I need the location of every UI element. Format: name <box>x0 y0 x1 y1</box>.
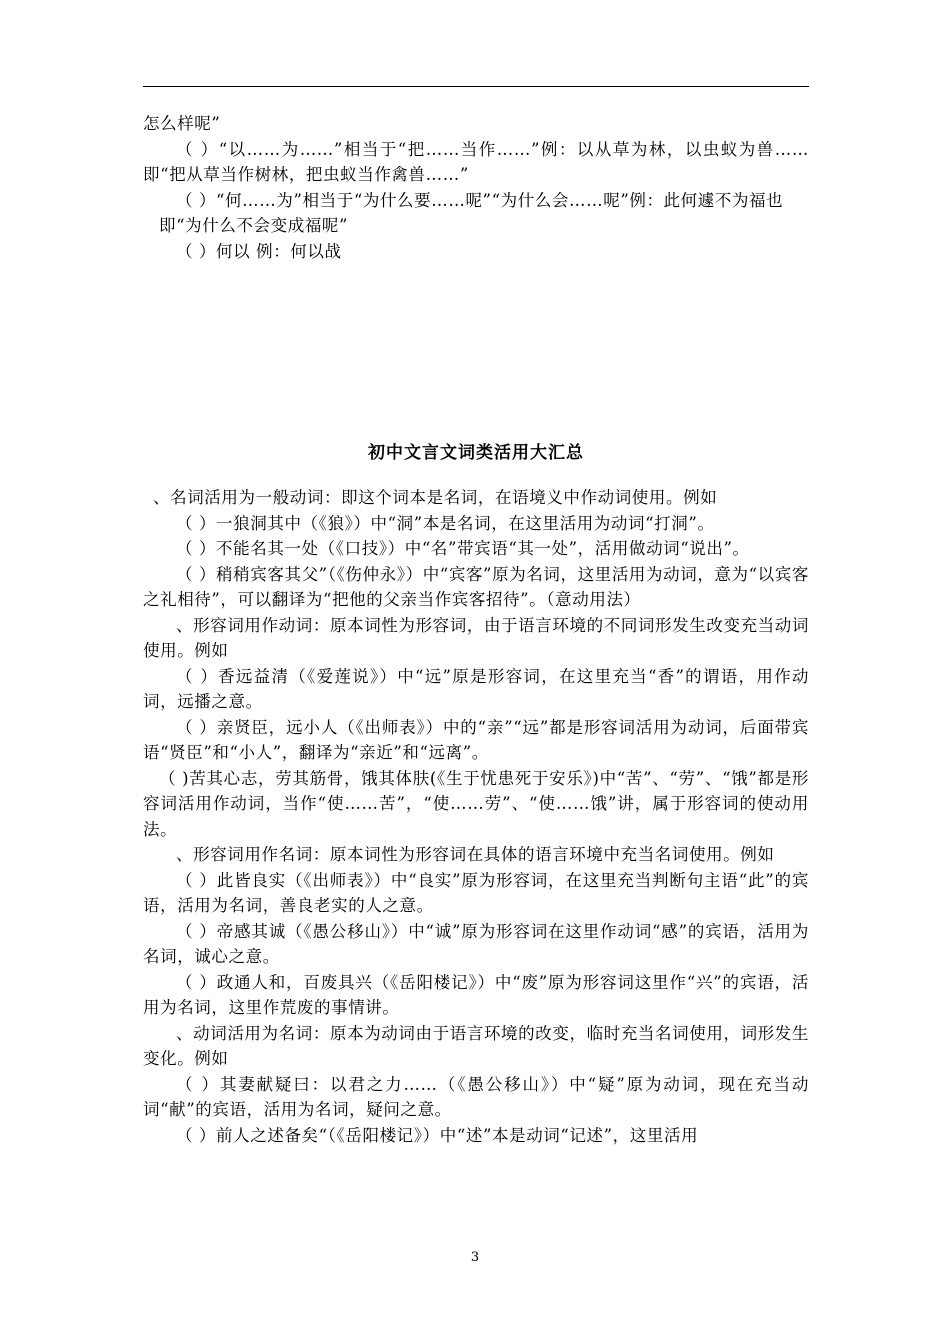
paragraph: （ ）政通人和，百废具兴（《岳阳楼记》）中“废”原为形容词这里作“兴”的宾语，活用为名词，这里作荒废的事情讲。 <box>143 972 809 1017</box>
paragraph: （ ）一狼洞其中（《狼》）中“洞”本是名词，在这里活用为动词“打洞”。 <box>176 513 715 533</box>
main-body <box>143 485 809 1148</box>
paragraph: （ ）此皆良实（《出师表》）中“良实”原为形容词，在这里充当判断句主语“此”的宾语，活用为名词，善良老实的人之意。 <box>143 870 809 915</box>
paragraph: （ ）亲贤臣，远小人（《出师表》）中的“亲”“远”都是形容词活用为动词，后面带宾语“贤臣”和“小人”，翻译为“亲近”和“远离”。 <box>143 717 809 762</box>
paragraph: （ ）帝感其诚（《愚公移山》）中“诚”原为形容词在这里作动词“感”的宾语，活用为名词，诚心之意。 <box>143 921 809 966</box>
paragraph: 、形容词用作动词：原本词性为形容词，由于语言环境的不同词形发生改变充当动词使用。例如 <box>143 615 809 660</box>
text-line: （ ）“以……为……”相当于“把……当作……”例：以从草为林，以虫蚁为兽……即“把从草当作树林，把虫蚁当作禽兽……” <box>143 139 809 184</box>
paragraph: （ ）其妻献疑曰：以君之力……（《愚公移山》）中“疑”原为动词，现在充当动词“献”的宾语，活用为名词，疑问之意。 <box>143 1074 809 1119</box>
text-line: （ ）“何……为”相当于“为什么要……呢”“为什么会……呢”例：此何遽不为福也 <box>176 190 784 210</box>
text-line: 即“为什么不会变成福呢” <box>159 216 349 235</box>
paragraph: （ ）不能名其一处（《口技》）中“名”带宾语“其一处”，活用做动词“说出”。 <box>176 539 750 558</box>
paragraph: （ ）香远益清（《爱莲说》）中“远”原是形容词，在这里充当“香”的谓语，用作动词，远播之意。 <box>143 666 809 711</box>
paragraph: （ )苦其心志，劳其筋骨，饿其体肤(《生于忧患死于安乐》)中“苦”、“劳”、“饿”都是形容词活用作动词，当作“使……苦”，“使……劳”、“使……饿”讲，属于形容词的使动用法。 <box>143 768 809 839</box>
header-rule <box>143 86 809 87</box>
paragraph: （ ）稍稍宾客其父”（《伤仲永》）中“宾客”原为名词，这里活用为动词，意为“以宾客之礼相待”，可以翻译为“把他的父亲当作宾客招待”。（意动用法） <box>143 564 809 609</box>
top-section <box>143 111 809 264</box>
paragraph: 、形容词用作名词：原本词性为形容词在具体的语言环境中充当名词使用。例如 <box>176 845 775 864</box>
paragraph: 、动词活用为名词：原本为动词由于语言环境的改变，临时充当名词使用，词形发生变化。例如 <box>143 1023 809 1068</box>
paragraph: （ ）前人之述备矣“（《岳阳楼记》）中“述”本是动词“记述”，这里活用 <box>176 1125 699 1145</box>
text-line: （ ）何以 例：何以战 <box>176 241 342 261</box>
text-line: 怎么样呢” <box>143 114 221 133</box>
paragraph: 、名词活用为一般动词：即这个词本是名词，在语境义中作动词使用。例如 <box>153 488 718 507</box>
page-number: 3 <box>470 1250 480 1265</box>
section-title: 初中文言文词类活用大汇总 <box>368 443 584 463</box>
